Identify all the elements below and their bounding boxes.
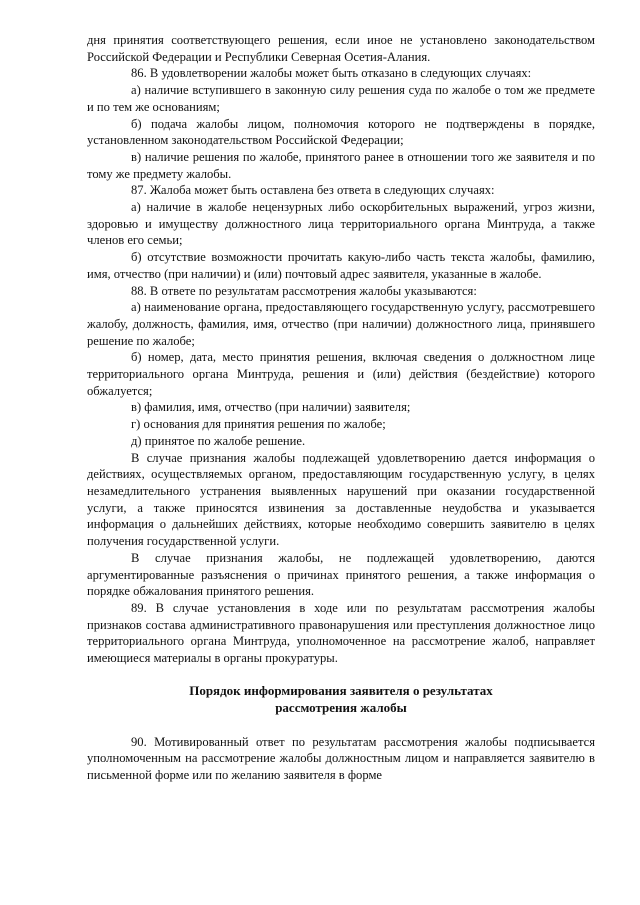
paragraph-88-a: а) наименование органа, предоставляющего государственную услугу, рассмотревшего жалобу, должность, фамилия, имя, отчество (при наличии) должностного лица, принявшего решение по жалобе; xyxy=(87,300,595,348)
section-heading-line-1: Порядок информирования заявителя о результатах xyxy=(189,682,493,698)
document-page xyxy=(87,32,595,784)
paragraph-89: 89. В случае установления в ходе или по результатам рассмотрения жалобы признаков состава административного правонарушения или преступления должностное лицо территориального органа Минтруда, уполномоченное на рассмотрение жалоб, направляет имеющиеся материалы в органы прокуратуры. xyxy=(87,600,595,666)
section-heading-line-2: рассмотрения жалобы xyxy=(275,699,407,715)
paragraph-87: 87. Жалоба может быть оставлена без ответа в следующих случаях: xyxy=(131,183,495,198)
paragraph-86: 86. В удовлетворении жалобы может быть отказано в следующих случаях: xyxy=(131,66,532,81)
paragraph-90: 90. Мотивированный ответ по результатам рассмотрения жалобы подписывается уполномоченным на рассмотрение жалобы должностным лицом и направляется заявителю в письменной форме или по желанию заявителя в форме xyxy=(87,734,595,783)
paragraph-86-a: а) наличие вступившего в законную силу решения суда по жалобе о том же предмете и по тем же основаниям; xyxy=(87,83,595,114)
paragraph-continuation: дня принятия соответствующего решения, если иное не установлено законодательством Российской Федерации и Республики Северная Осетия-Алания. xyxy=(87,33,595,64)
paragraph-satisfied-case: В случае признания жалобы подлежащей удовлетворению дается информация о действиях, осуществляемых органом, предоставляющим государственную услугу, в целях незамедлительного устранения выявленных нарушений при оказании государственной услуги, а также приносятся извинения за доставленные неудобства и указывается информация о дальнейших действиях, которые необходимо совершить заявителю в целях получения государственной услуги. xyxy=(87,450,595,549)
paragraph-88: 88. В ответе по результатам рассмотрения жалобы указываются: xyxy=(131,283,477,298)
paragraph-88-e: д) принятое по жалобе решение. xyxy=(131,433,306,448)
section-heading xyxy=(87,682,595,716)
paragraph-88-c: в) фамилия, имя, отчество (при наличии) заявителя; xyxy=(131,400,411,415)
paragraph-87-a: а) наличие в жалобе нецензурных либо оскорбительных выражений, угроз жизни, здоровью и имуществу должностного лица территориального органа Минтруда, а также членов его семьи; xyxy=(87,200,595,248)
paragraph-87-b: б) отсутствие возможности прочитать какую-либо часть текста жалобы, фамилию, имя, отчество (при наличии) и (или) почтовый адрес заявителя, указанные в жалобе. xyxy=(87,250,595,281)
paragraph-rejected-case: В случае признания жалобы, не подлежащей удовлетворению, даются аргументированные разъяснения о причинах принятого решения, а также информация о порядке обжалования принятого решения. xyxy=(87,550,595,599)
paragraph-86-b: б) подача жалобы лицом, полномочия которого не подтверждены в порядке, установленном законодательством Российской Федерации; xyxy=(87,116,595,148)
paragraph-88-b: б) номер, дата, место принятия решения, включая сведения о должностном лице территориального органа Минтруда, решения и (или) действия (бездействие) которого обжалуется; xyxy=(87,350,595,398)
paragraph-86-c: в) наличие решения по жалобе, принятого ранее в отношении того же заявителя и по тому же предмету жалобы. xyxy=(87,149,595,181)
paragraph-88-d: г) основания для принятия решения по жалобе; xyxy=(131,417,386,432)
